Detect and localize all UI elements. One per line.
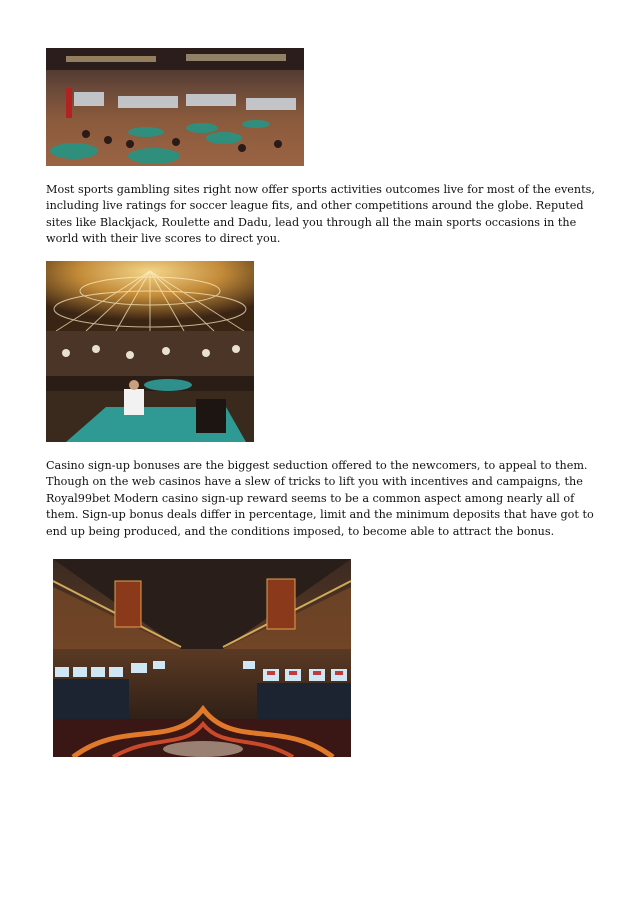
paragraph-live-scores: Most sports gambling sites right now offer sports activities outcomes live for most of the events, including live ratings for soccer league fits, and other competitions around the globe. Reputed sites like Blackjack, Roulette and Dadu, lead you through all the main sports occasions in the world with their live scores to direct you. [46,183,595,246]
paragraph-signup-bonuses: Casino sign-up bonuses are the biggest seduction offered to the newcomers, to appeal to them. Though on the web casinos have a slew of tricks to lift you with incentives and campaigns, the Royal99bet Modern casino sign-up reward seems to be a common aspect among nearly all of them. Sign-up bonus deals differ in percentage, limit and the minimum deposits that have got to end up being produced, and the conditions imposed, to become able to attract the bonus. [46,459,594,538]
slot-machine-hall-photo [53,559,351,757]
casino-gaming-tables-photo [46,261,254,442]
casino-floor-panorama-photo [46,48,304,166]
